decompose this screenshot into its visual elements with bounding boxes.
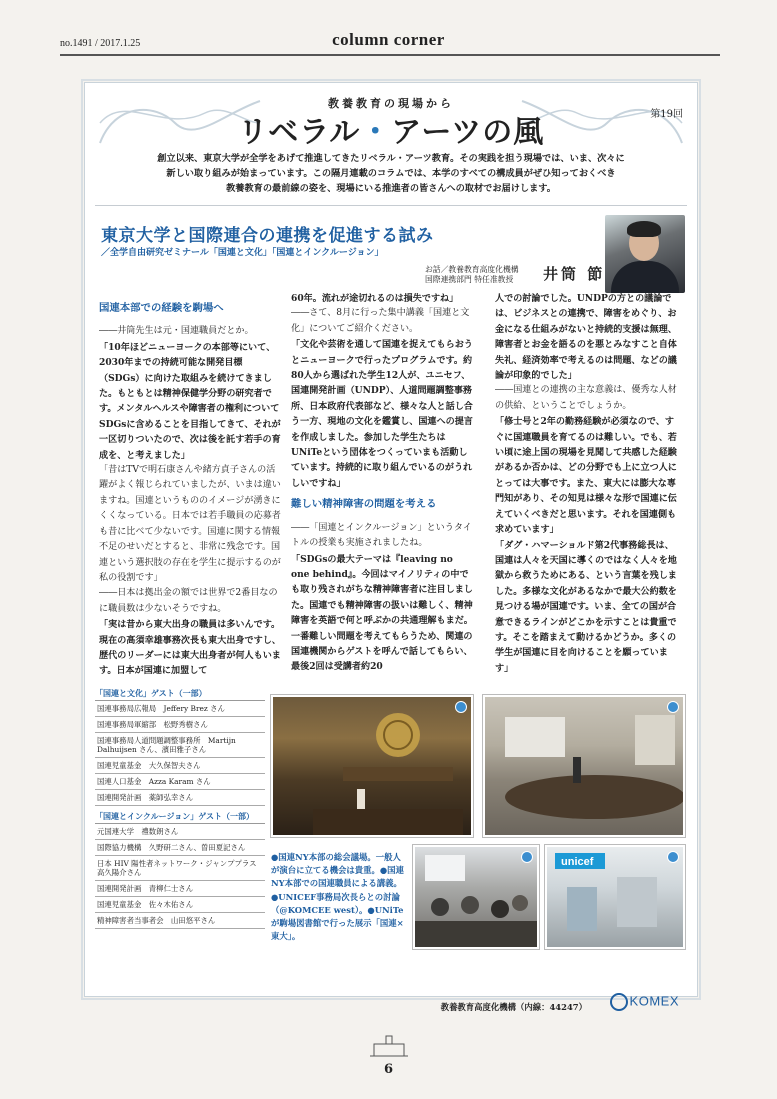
article-column-2 (291, 291, 473, 675)
paragraph: 「実は昔から東大出身の職員は多いんです。現在の高須幸雄事務次長も東大出身ですし、歴代のリーダーには東大出身者が何人もいます。日本が国連に加盟して (99, 619, 281, 677)
guest-item: 国連事務局人道問題調整事務所 Martijn Dalhuijsen さん、濱田雅子さん (95, 733, 265, 758)
guest-item: 元国連大学 禮数朗さん (95, 824, 265, 840)
paragraph: 「10年ほどニューヨークの本部等にいて、2030年までの持続可能な開発目標（SDGs）に向けた取組みを続けてきました。もともとは精神保健学分野の研究者です。メンタルヘルスや障害者の権利についてSDGsに含めることを目指してきて、それが一区切りついたので、次は後を託す若手の育成を、と考えました」 (99, 341, 281, 461)
guest-item: 国連児童基金 大久保智夫さん (95, 758, 265, 774)
section-heading: 国連本部での経験を駒場へ (99, 302, 224, 314)
paragraph: 「修士号と2年の勤務経験が必須なので、すぐに国連職員を育てるのは難しい。でも、若い頃に途上国の現場を見聞して共感した経験があるか否かは、どの分野でも上に立つ人にとっては大事です。また、東大には膨大な専門知があり、その知見は様々な形で国連に伝えていくべきだと思います。それを国連側も求めています」 (495, 416, 677, 536)
column-frame (84, 82, 698, 1012)
paragraph: 人での討論でした。UNDPの方との議論では、ビジネスとの連携で、障害をめぐり、お金になる仕組みがないと持続的支援は無理、障害者とお金を語るのを悪とみなすこと自体失礼、経済効率で考えるのは問題、などの議論が印象的でした」 (495, 293, 677, 382)
guest-item: 国連開発計画 青柳仁士さん (95, 881, 265, 897)
guest-item: 国連児童基金 佐々木佑さん (95, 897, 265, 913)
author-photo (605, 215, 685, 293)
paragraph: ――「国連とインクルージョン」というタイトルの授業も実施されましたね。 (291, 522, 472, 549)
divider (95, 205, 687, 206)
paragraph: 「SDGsの最大テーマは『leaving no one behind』。今回はマイノリティの中でも取り残されがちな精神障害者に注目しました。国連でも精神障害の扱いは難しく、精神障害を英語で何と呼ぶかの共通理解もまだ。一番難しい問題を考えてもらうため、関連の国連機関からゲストを呼んで話してもらい、最後2回は受講者約20 (291, 553, 473, 673)
guest-list (95, 687, 265, 929)
guest-item: 国連開発計画 薬師弘幸さん (95, 790, 265, 806)
paragraph: 「ダグ・ハマーショルド第2代事務総長は、国連は人々を天国に導くのではなく人々を地獄から救うためにある、という言葉を残しました。多様な文化があるなかで最大公約数を見つける場が国連です。いま、全ての国が合意できるラインがどこかを示すことは貴重です。そこを踏まえて動けるかどうか。多くの学生が国連に目を向けることを願っています」 (495, 539, 677, 674)
komex-icon (610, 993, 628, 1011)
building-icon (370, 1032, 408, 1058)
paragraph: 「文化や芸術を通して国連を捉えてもらおうとニューヨークで行ったプログラムです。約80人から選ばれた学生12人が、ユニセフ、国連開発計画（UNDP）、人道問題調整事務所、日本政府代表部など、様々な人と話し合う一方、現地の文化を鑑賞し、国連への提言を作成しました。参加した学生たちはUNiTeという団体をつくっていまも活動しています。持続的に取り組んでいるのがうれしいですね」 (291, 339, 473, 489)
section-heading: 難しい精神障害の問題を考える (291, 498, 437, 511)
paragraph: ――井筒先生は元・国連職員だとか。 (99, 326, 254, 337)
guest-item: 国連事務局広報局 Jeffery Brez さん (95, 701, 265, 717)
page-number: 6 (383, 1062, 394, 1077)
paragraph: ――国連との連携の主な意義は、優秀な人材の供給、ということでしょうか。 (495, 385, 677, 411)
article-column-3 (495, 291, 677, 676)
section-title: column corner (332, 30, 445, 49)
paragraph: ――日本は拠出金の額では世界で2番目なのに職員数は少ないそうですね。 (99, 588, 278, 614)
series-intro: 創立以来、東京大学が全学をあげて推進してきたリベラル・アーツ教育。その実践を担う現場では、いま、次々に 新しい取り組みが始まっています。この隔月連載のコラムでは、本学のすべての構成員がぜひ知っておくべき 教養教育の最前線の姿を、現場にいる推進者の皆さんへの取材でお届けします。 (157, 153, 625, 194)
article-column-1 (99, 295, 281, 679)
photo-general-assembly (271, 695, 473, 837)
paragraph: 60年。流れが途切れるのは損失ですね」 (291, 293, 459, 304)
guest-heading-inclusion: 「国連とインクルージョン」ゲスト（一部） (95, 810, 265, 824)
series-title: リベラル・アーツの風 (237, 115, 545, 150)
article-subtitle: ／全学自由研究ゼミナール「国連と文化」「国連とインクルージョン」 (101, 248, 384, 258)
paragraph: ――さて、8月に行った集中講義「国連と文化」についてご紹介ください。 (291, 308, 470, 334)
guest-item: 国連人口基金 Azza Karam さん (95, 774, 265, 790)
article-title: 東京大学と国際連合の連携を促進する試み (101, 226, 434, 246)
guest-item: 国連事務局軍縮部 松野秀樹さん (95, 717, 265, 733)
author-credit: お話／教養教育高度化機構 国際連携部門 特任准教授 (425, 265, 519, 284)
guest-item: 日本 HIV 陽性者ネットワーク・ジャンププラス 高久陽介さん (95, 856, 265, 881)
guest-item: 精神障害者当事者会 山田悠平さん (95, 913, 265, 929)
guest-item: 国際協力機構 久野研二さん、曽田夏記さん (95, 840, 265, 856)
issue-date: no.1491 / 2017.1.25 (60, 38, 141, 49)
photo-discussion (413, 845, 539, 949)
guest-heading-culture: 「国連と文化」ゲスト（一部） (95, 687, 265, 701)
photo-caption: ●国連NY本部の総会議場。一般人が演台に立てる機会は貴重。●国連NY本部での国連職員による講義。●UNICEF事務局次長らとの討論（@KOMCEE west）。●UNiTeが駒場図書館で行った展示「国連×東大」。 (271, 852, 404, 942)
header-rule (60, 54, 720, 56)
unicef-sign: unicef (561, 856, 594, 868)
photo-lecture (483, 695, 685, 837)
komex-logo: KOMEX (610, 993, 679, 1011)
author-name: 井筒 節 (543, 265, 606, 283)
issue-number: 第19回 (650, 109, 683, 120)
photo-exhibit (545, 845, 685, 949)
footer-contact: 教養教育高度化機構（内線：44247） (440, 1002, 587, 1012)
series-label: 教養教育の現場から (328, 97, 454, 110)
paragraph: 「昔はTVで明石康さんや緒方貞子さんの活躍がよく報じられていましたが、いまは違いますね。国連というもののイメージが湧きにくくなっている。日本では若手職員の応募者も昔に比べて少ないです。国連に関する情報不足のせいだとすると、非常に残念です。国連という選択肢の存在を学生に提示するのが私の役割です」 (99, 465, 281, 583)
